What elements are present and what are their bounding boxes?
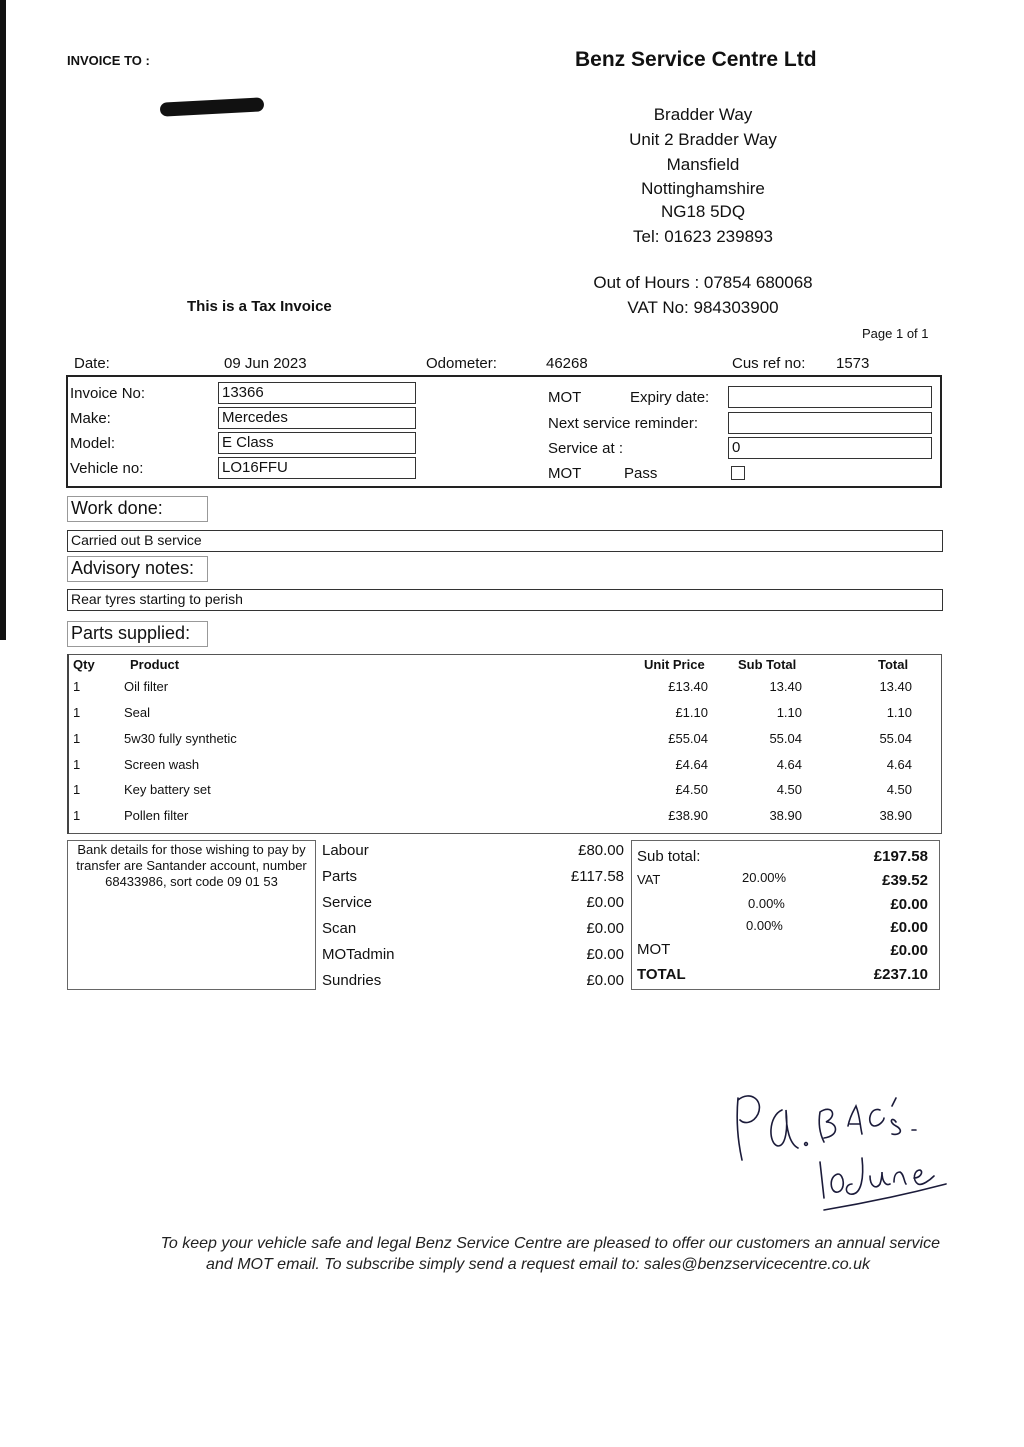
vat-rate: 20.00% [742, 870, 787, 885]
value-2: £0.00 [890, 896, 928, 913]
invoice-no-field: 13366 [218, 382, 416, 404]
model-field: E Class [218, 432, 416, 454]
rate-3: 0.00% [746, 918, 783, 933]
mot-total-value: £0.00 [890, 942, 928, 959]
charge-label: MOTadmin [322, 946, 395, 963]
charge-label: Service [322, 894, 373, 911]
sub-total-cell: 4.50 [776, 782, 802, 797]
charge-label: Parts [322, 868, 358, 885]
sub-total-cell: 4.64 [776, 757, 802, 772]
out-of-hours: Out of Hours : 07854 680068 [593, 273, 813, 292]
make-field: Mercedes [218, 407, 416, 429]
expiry-date-label: Expiry date: [630, 389, 710, 406]
product-cell: 5w30 fully synthetic [124, 731, 237, 746]
vehicle-no-field: LO16FFU [218, 457, 416, 479]
parts-header-row [68, 657, 942, 679]
advisory-label: Advisory notes: [67, 556, 208, 582]
product-cell: Screen wash [124, 757, 200, 772]
charge-label: Labour [322, 842, 369, 859]
sub-total-cell: 13.40 [769, 679, 802, 694]
scan-edge [0, 0, 6, 640]
redacted-customer-name [160, 97, 265, 116]
invoice-to-label: INVOICE TO : [67, 53, 150, 68]
rate-2: 0.00% [748, 896, 785, 911]
handwritten-paid-note [720, 1080, 960, 1220]
unit-price-cell: £1.10 [675, 705, 708, 720]
tax-invoice-label: This is a Tax Invoice [187, 298, 332, 315]
total-cell: 13.40 [879, 679, 912, 694]
total-header: Total [878, 657, 909, 672]
vehicle-no-label: Vehicle no: [70, 460, 144, 477]
total-cell: 55.04 [879, 731, 912, 746]
vat-number: VAT No: 984303900 [627, 298, 779, 317]
unit-price-cell: £55.04 [668, 731, 708, 746]
mot-total-label: MOT [637, 941, 671, 958]
mot-pass-label: MOT [548, 465, 582, 482]
sub-total-value: £197.58 [873, 848, 928, 865]
product-cell: Key battery set [124, 782, 211, 797]
company-name: Benz Service Centre Ltd [575, 48, 817, 71]
qty-cell: 1 [73, 808, 81, 823]
address-line: Bradder Way [653, 105, 753, 124]
charge-value: £0.00 [586, 894, 624, 911]
table-row [68, 679, 942, 701]
qty-cell: 1 [73, 679, 81, 694]
date-value: 09 Jun 2023 [224, 355, 307, 372]
bank-details-line: Bank details for those wishing to pay by [77, 842, 306, 857]
invoice-no-label: Invoice No: [70, 385, 146, 402]
total-cell: 4.50 [886, 782, 912, 797]
total-cell: 38.90 [879, 808, 912, 823]
vat-label: VAT [637, 872, 661, 887]
value-3: £0.00 [890, 919, 928, 936]
cus-ref-value: 1573 [836, 355, 870, 372]
expiry-date-field [728, 386, 932, 408]
sub-total-cell: 1.10 [776, 705, 802, 720]
address-line: NG18 5DQ [660, 202, 746, 221]
table-row [68, 757, 942, 779]
odometer-label: Odometer: [426, 355, 497, 372]
date-label: Date: [74, 355, 110, 372]
sub-total-header: Sub Total [738, 657, 797, 672]
charge-value: £0.00 [586, 946, 624, 963]
product-header: Product [130, 657, 180, 672]
charge-label: Scan [322, 920, 357, 937]
charge-value: £0.00 [586, 920, 624, 937]
total-value: £237.10 [873, 966, 928, 983]
total-label: TOTAL [637, 966, 686, 983]
product-cell: Oil filter [124, 679, 169, 694]
model-label: Model: [70, 435, 116, 452]
qty-header: Qty [73, 657, 95, 672]
sub-total-label: Sub total: [637, 848, 701, 865]
table-row [68, 731, 942, 753]
product-cell: Pollen filter [124, 808, 189, 823]
total-cell: 1.10 [886, 705, 912, 720]
unit-price-cell: £4.64 [675, 757, 708, 772]
phone: Tel: 01623 239893 [633, 227, 773, 246]
make-label: Make: [70, 410, 111, 427]
footer-line-2: and MOT email. To subscribe simply send a request email to: sales@benzservicecentre.co.uk [206, 1256, 870, 1273]
advisory-text: Rear tyres starting to perish [67, 589, 943, 611]
work-done-text: Carried out B service [67, 530, 943, 552]
work-done-label: Work done: [67, 496, 208, 522]
mot-label: MOT [548, 389, 582, 406]
qty-cell: 1 [73, 731, 81, 746]
address-line: Nottinghamshire [641, 179, 765, 198]
sub-total-cell: 38.90 [769, 808, 802, 823]
table-row [68, 705, 942, 727]
cus-ref-label: Cus ref no: [732, 355, 806, 372]
total-cell: 4.64 [886, 757, 912, 772]
address-line: Unit 2 Bradder Way [629, 130, 777, 149]
unit-price-cell: £13.40 [668, 679, 708, 694]
unit-price-cell: £4.50 [675, 782, 708, 797]
service-at-field: 0 [728, 437, 932, 459]
next-service-field [728, 412, 932, 434]
qty-cell: 1 [73, 782, 81, 797]
table-row [68, 782, 942, 804]
parts-supplied-label: Parts supplied: [67, 621, 208, 647]
charge-value: £0.00 [586, 972, 624, 989]
charge-label: Sundries [322, 972, 382, 989]
qty-cell: 1 [73, 757, 81, 772]
qty-cell: 1 [73, 705, 81, 720]
next-service-label: Next service reminder: [548, 415, 699, 432]
unit-price-cell: £38.90 [668, 808, 708, 823]
address-line: Mansfield [666, 155, 740, 174]
mot-pass-checkbox [731, 466, 745, 480]
pass-label: Pass [624, 465, 658, 482]
sub-total-cell: 55.04 [769, 731, 802, 746]
unit-price-header: Unit Price [644, 657, 705, 672]
charge-value: £80.00 [578, 842, 624, 859]
footer-line-1: To keep your vehicle safe and legal Benz Service Centre are pleased to offer our customers an annual service [160, 1235, 940, 1252]
bank-details-line: transfer are Santander account, number [76, 858, 307, 873]
table-row [68, 808, 942, 830]
page-number: Page 1 of 1 [862, 326, 929, 341]
signature-text: Pd. BACS 10 June [720, 1080, 729, 1081]
odometer-value: 46268 [546, 355, 588, 372]
vat-value: £39.52 [882, 872, 928, 889]
service-at-label: Service at : [548, 440, 624, 457]
bank-details-line: 68433986, sort code 09 01 53 [105, 874, 278, 889]
product-cell: Seal [124, 705, 151, 720]
charge-value: £117.58 [570, 868, 624, 885]
